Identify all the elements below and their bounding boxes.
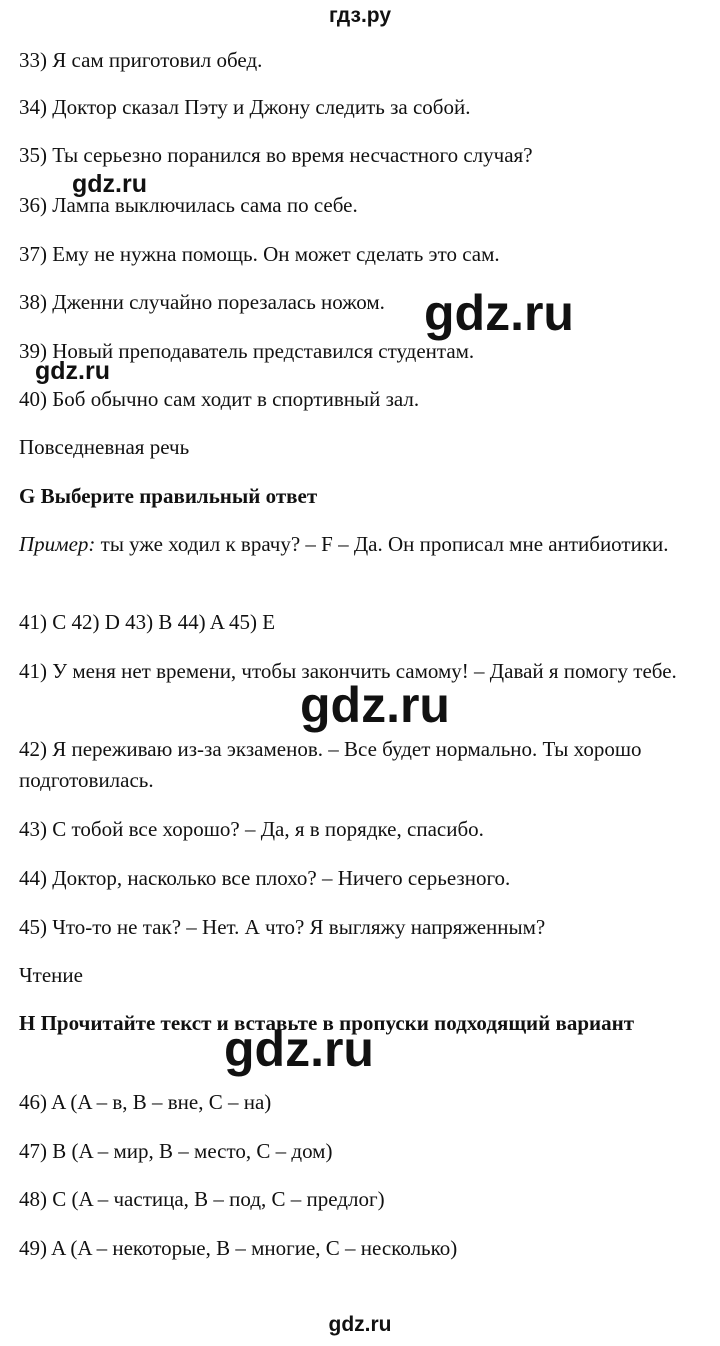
dialog-44: 44) Доктор, насколько все плохо? – Ничего серьезного. — [19, 866, 511, 890]
site-footer: gdz.ru — [328, 1313, 392, 1336]
answer-line-47: 47) B (A – мир, B – место, C – дом) — [19, 1139, 333, 1163]
answer-line-36: 36) Лампа выключилась сама по себе. — [19, 193, 358, 217]
task-heading-g: G Выберите правильный ответ — [19, 484, 318, 508]
answer-line-48: 48) C (A – частица, B – под, C – предлог) — [19, 1187, 385, 1211]
example-label: Пример: — [19, 532, 96, 556]
example-paragraph — [19, 529, 699, 560]
section-heading-reading: Чтение — [19, 963, 83, 987]
answer-line-39: 39) Новый преподаватель представился студентам. — [19, 339, 475, 363]
watermark-small: gdz.ru — [72, 170, 147, 198]
answers-g: 41) C 42) D 43) B 44) A 45) E — [19, 610, 276, 634]
answer-line-33: 33) Я сам приготовил обед. — [19, 48, 263, 72]
answer-line-35: 35) Ты серьезно поранился во время несчастного случая? — [19, 143, 533, 167]
watermark-small: gdz.ru — [35, 357, 110, 385]
watermark-large: gdz.ru — [224, 1021, 374, 1077]
dialog-42: 42) Я переживаю из-за экзаменов. – Все будет нормально. Ты хорошо подготовилась. — [19, 737, 642, 792]
task-heading-h: H Прочитайте текст и вставьте в пропуски подходящий вариант — [19, 1011, 635, 1035]
answer-line-40: 40) Боб обычно сам ходит в спортивный зал. — [19, 387, 420, 411]
watermark-large: gdz.ru — [300, 677, 450, 733]
example-text: ты уже ходил к врачу? – F – Да. Он прописал мне антибиотики. — [95, 532, 669, 556]
answer-line-49: 49) A (A – некоторые, B – многие, C – несколько) — [19, 1236, 458, 1260]
watermark-large: gdz.ru — [424, 285, 574, 341]
dialog-45: 45) Что-то не так? – Нет. А что? Я выгляжу напряженным? — [19, 915, 546, 939]
answer-line-34: 34) Доктор сказал Пэту и Джону следить за собой. — [19, 95, 471, 119]
dialog-43: 43) С тобой все хорошо? – Да, я в порядке, спасибо. — [19, 817, 484, 841]
answer-line-38: 38) Дженни случайно порезалась ножом. — [19, 290, 385, 314]
site-header: гдз.ру — [328, 4, 392, 27]
answer-line-46: 46) A (A – в, B – вне, C – на) — [19, 1090, 272, 1114]
answer-line-37: 37) Ему не нужна помощь. Он может сделать это сам. — [19, 242, 500, 266]
dialog-41: 41) У меня нет времени, чтобы закончить самому! – Давай я помогу тебе. — [19, 659, 677, 683]
section-heading-everyday: Повседневная речь — [19, 435, 190, 459]
